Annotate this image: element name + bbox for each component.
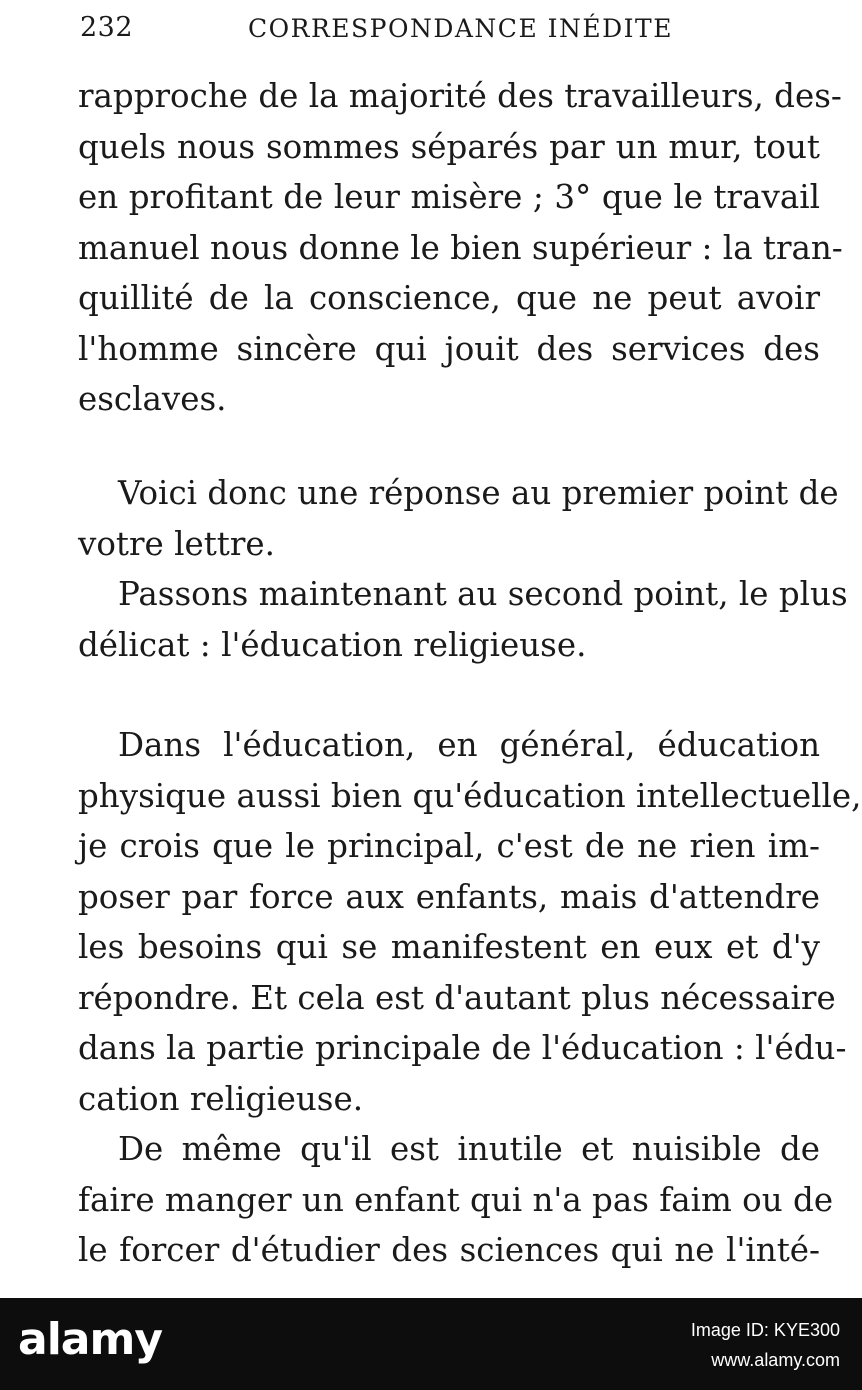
text-line: manuel nous donne le bien supérieur : la tran-	[78, 228, 843, 267]
text-line: faire manger un enfant qui n'a pas faim ou de	[78, 1180, 834, 1219]
text-line: esclaves.	[78, 380, 227, 418]
text-line: cation religieuse.	[78, 1079, 364, 1118]
text-line: De même qu'il est inutile et nuisible de	[118, 1130, 820, 1168]
text-line: quels nous sommes séparés par un mur, tout	[78, 127, 820, 166]
text-line: Dans l'éducation, en général, éducation	[118, 726, 820, 764]
text-line: poser par force aux enfants, mais d'attendre	[78, 877, 820, 916]
text-line: le forcer d'étudier des sciences qui ne l'inté-	[78, 1231, 820, 1269]
text-line: physique aussi bien qu'éducation intellectuelle,	[78, 776, 862, 815]
image-id: Image ID: KYE300	[690, 1320, 840, 1340]
text-line: Passons maintenant au second point, le plus	[118, 575, 848, 613]
text-line: dans la partie principale de l'éducation : l'édu-	[78, 1029, 847, 1067]
paragraph-2	[78, 468, 848, 670]
text-line: l'homme sincère qui jouit des services des	[78, 329, 820, 368]
watermark-bar	[0, 1298, 862, 1390]
running-title: CORRESPONDANCE INÉDITE	[248, 14, 673, 43]
text-line: en profitant de leur misère ; 3° que le travail	[78, 178, 820, 216]
brand-logo: alamy	[18, 1314, 162, 1365]
text-line: Voici donc une réponse au premier point de	[118, 474, 839, 512]
text-line: répondre. Et cela est d'autant plus nécessaire	[78, 978, 836, 1017]
text-line: délicat : l'éducation religieuse.	[78, 625, 587, 664]
text-line: je crois que le principal, c'est de ne rien im-	[78, 827, 820, 865]
text-line: les besoins qui se manifestent en eux et d'y	[78, 928, 820, 966]
text-line: quillité de la conscience, que ne peut avoir	[78, 279, 820, 317]
paragraph-1	[78, 71, 843, 425]
site-url: www.alamy.com	[711, 1350, 840, 1370]
text-line: rapproche de la majorité des travailleurs, des-	[78, 77, 842, 115]
page-header	[80, 12, 820, 52]
text-line: votre lettre.	[78, 524, 275, 563]
page-number: 232	[80, 12, 134, 43]
paragraph-3	[78, 720, 862, 1276]
